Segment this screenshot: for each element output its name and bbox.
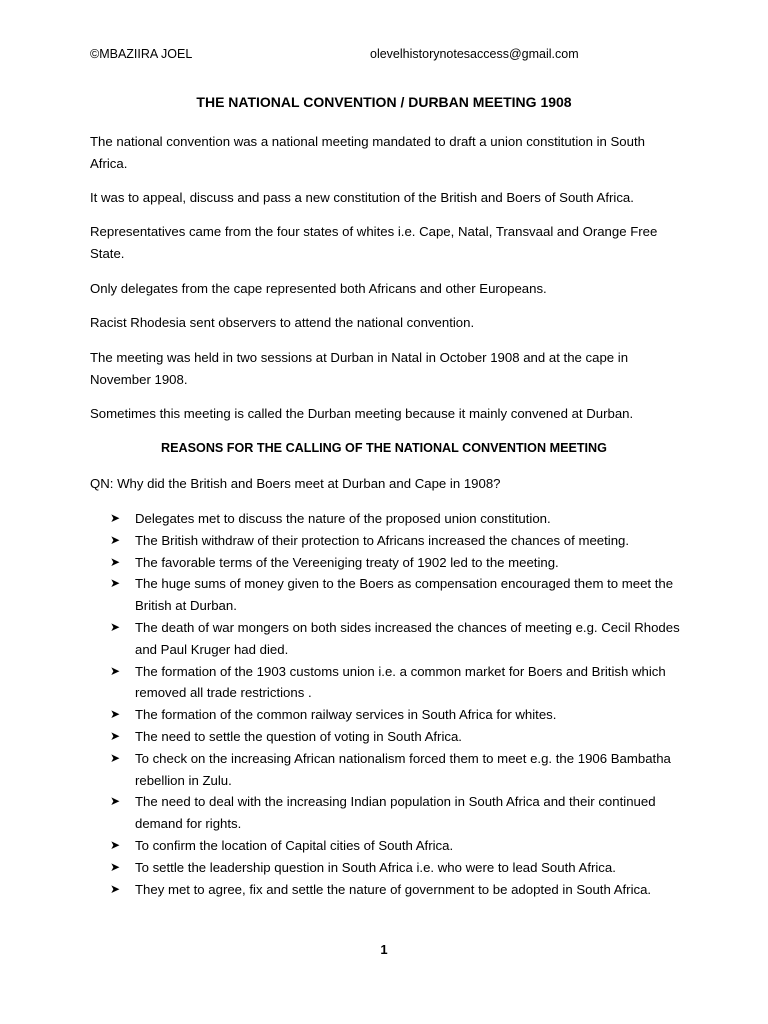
list-item xyxy=(90,617,690,661)
arrowhead-bullet-icon: ➤ xyxy=(110,859,121,874)
arrowhead-bullet-icon: ➤ xyxy=(110,532,121,547)
arrowhead-bullet-icon: ➤ xyxy=(110,794,121,809)
arrowhead-bullet-icon: ➤ xyxy=(110,881,121,896)
paragraph-cape-delegates: Only delegates from the cape represented both Africans and other Europeans. xyxy=(90,281,547,296)
paragraph-intro: The national convention was a national meeting mandated to draft a union constitution in South Africa. xyxy=(90,134,645,171)
list-item-text: To check on the increasing African nationalism forced them to meet e.g. the 1906 Bambatha rebellion in Zulu. xyxy=(135,750,671,788)
page-number: 1 xyxy=(380,942,388,957)
arrowhead-bullet-icon: ➤ xyxy=(110,576,121,591)
list-item xyxy=(90,791,690,835)
list-item xyxy=(90,508,690,530)
list-item xyxy=(90,748,690,792)
section-heading: REASONS FOR THE CALLING OF THE NATIONAL CONVENTION MEETING xyxy=(161,441,607,455)
list-item-text: The formation of the 1903 customs union i.e. a common market for Boers and British which removed all trade restrictions . xyxy=(135,663,666,701)
list-item xyxy=(90,835,690,857)
question-line: QN: Why did the British and Boers meet at Durban and Cape in 1908? xyxy=(90,476,501,491)
arrowhead-bullet-icon: ➤ xyxy=(110,837,121,852)
arrowhead-bullet-icon: ➤ xyxy=(110,619,121,634)
contact-email: olevelhistorynotesaccess@gmail.com xyxy=(370,47,579,61)
list-item xyxy=(90,661,690,705)
paragraph-sessions: The meeting was held in two sessions at Durban in Natal in October 1908 and at the cape in November 1908. xyxy=(90,350,629,387)
list-item-text: To confirm the location of Capital cities of South Africa. xyxy=(135,837,454,853)
list-item-text: They met to agree, fix and settle the nature of government to be adopted in South Africa. xyxy=(135,881,652,897)
list-item xyxy=(90,573,690,617)
page-header xyxy=(90,47,690,65)
arrowhead-bullet-icon: ➤ xyxy=(110,728,121,743)
list-item xyxy=(90,552,690,574)
list-item-text: The need to settle the question of voting in South Africa. xyxy=(135,728,462,744)
document-title: THE NATIONAL CONVENTION / DURBAN MEETING 1908 xyxy=(196,94,572,110)
arrowhead-bullet-icon: ➤ xyxy=(110,554,121,569)
list-item-text: The British withdraw of their protection to Africans increased the chances of meeting. xyxy=(135,532,630,548)
reasons-list xyxy=(90,508,690,900)
list-item-text: The death of war mongers on both sides increased the chances of meeting e.g. Cecil Rhodes and Paul Kruger had died. xyxy=(135,619,680,657)
arrowhead-bullet-icon: ➤ xyxy=(110,750,121,765)
paragraph-representatives: Representatives came from the four states of whites i.e. Cape, Natal, Transvaal and Orange Free State. xyxy=(90,224,658,261)
list-item xyxy=(90,857,690,879)
list-item xyxy=(90,704,690,726)
list-item-text: To settle the leadership question in South Africa i.e. who were to lead South Africa. xyxy=(135,859,616,875)
arrowhead-bullet-icon: ➤ xyxy=(110,707,121,722)
arrowhead-bullet-icon: ➤ xyxy=(110,663,121,678)
list-item-text: Delegates met to discuss the nature of the proposed union constitution. xyxy=(135,511,551,526)
paragraph-rhodesia: Racist Rhodesia sent observers to attend the national convention. xyxy=(90,315,475,330)
arrowhead-bullet-icon: ➤ xyxy=(110,511,121,525)
list-item xyxy=(90,726,690,748)
list-item xyxy=(90,879,690,901)
list-item-text: The favorable terms of the Vereeniging treaty of 1902 led to the meeting. xyxy=(135,554,559,570)
list-item-text: The huge sums of money given to the Boers as compensation encouraged them to meet the British at Durban. xyxy=(135,576,674,614)
author-credit: ©MBAZIIRA JOEL xyxy=(90,47,193,61)
list-item-text: The need to deal with the increasing Indian population in South Africa and their continued demand for rights. xyxy=(135,794,656,832)
paragraph-purpose: It was to appeal, discuss and pass a new constitution of the British and Boers of South Africa. xyxy=(90,190,634,205)
list-item-text: The formation of the common railway services in South Africa for whites. xyxy=(135,707,557,723)
paragraph-durban-meeting: Sometimes this meeting is called the Durban meeting because it mainly convened at Durban. xyxy=(90,406,634,421)
list-item xyxy=(90,530,690,552)
